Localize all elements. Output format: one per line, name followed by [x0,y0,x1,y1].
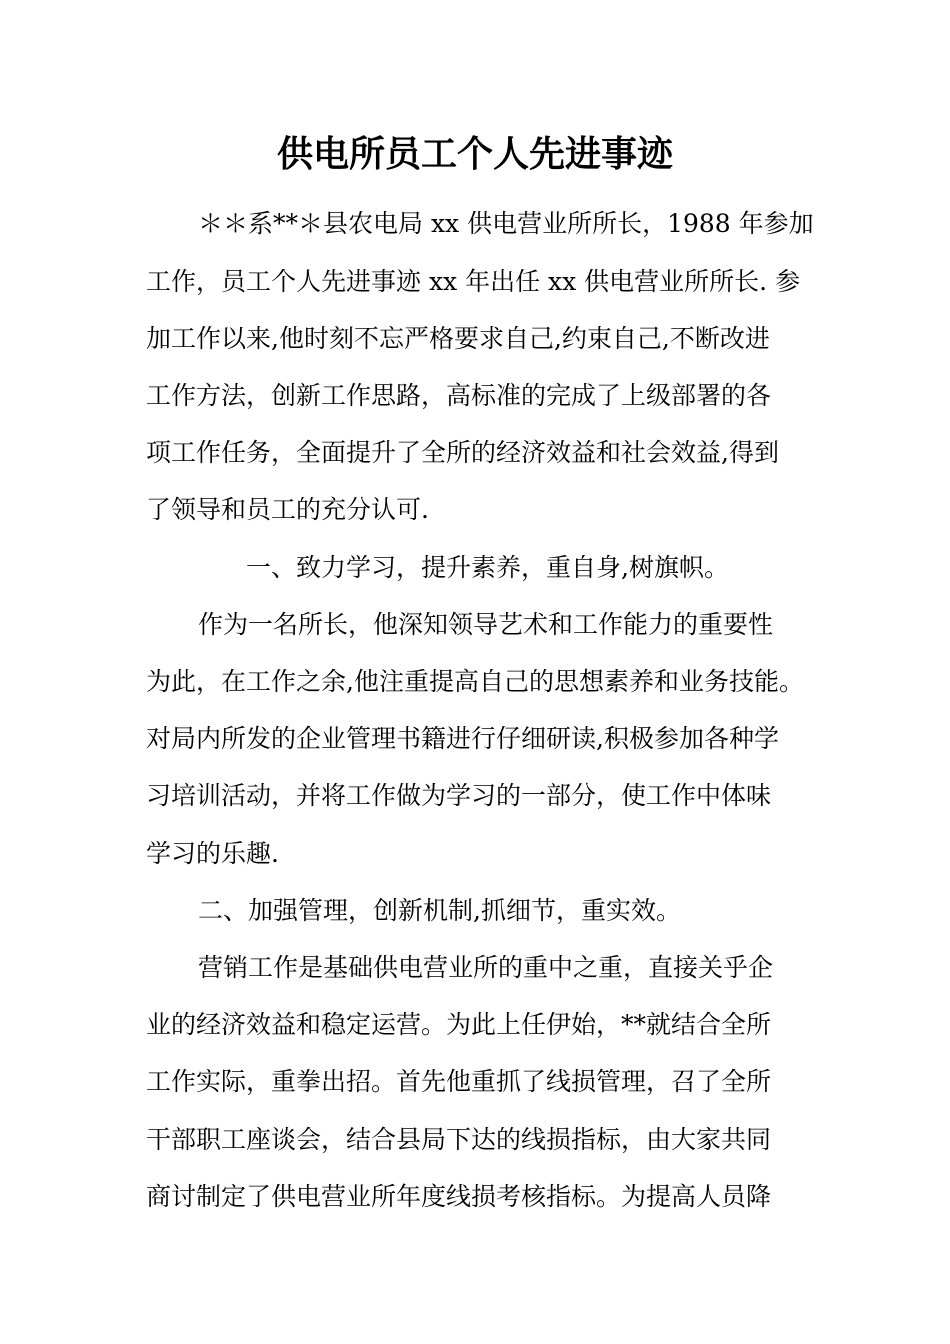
paragraph-line: 项工作任务，全面提升了全所的经济效益和社会效益,得到 [146,438,779,467]
document-title: 供电所员工个人先进事迹 [276,133,673,175]
paragraph-line: 对局内所发的企业管理书籍进行仔细研读,积极参加各种学 [146,724,779,753]
paragraph-line: 为此，在工作之余,他注重提高自己的思想素养和业务技能。 [146,667,804,696]
paragraph-line: 学习的乐趣. [146,839,279,868]
paragraph-line: 加工作以来,他时刻不忘严格要求自己,约束自己,不断改进 [146,324,770,353]
paragraph-line: 了领导和员工的充分认可. [146,495,429,524]
paragraph-line: 营销工作是基础供电营业所的重中之重，直接关乎企 [198,953,774,982]
paragraph-line: 习培训活动，并将工作做为学习的一部分，使工作中体味 [146,781,772,810]
paragraph-line: 工作实际，重拳出招。首先他重抓了线损管理，召了全所 [146,1067,772,1096]
paragraph-line: 商讨制定了供电营业所年度线损考核指标。为提高人员降 [146,1182,772,1211]
section-heading: 一、致力学习，提升素养，重自身,树旗帜。 [246,553,729,582]
paragraph-line: 干部职工座谈会，结合县局下达的线损指标，由大家共同 [146,1125,772,1154]
paragraph-line: 业的经济效益和稳定运营。为此上任伊始，**就结合全所 [146,1010,772,1039]
paragraph-line: 作为一名所长，他深知领导艺术和工作能力的重要性 [198,610,774,639]
paragraph-line: 工作，员工个人先进事迹 xx 年出任 xx 供电营业所所长. 参 [146,267,801,296]
section-heading: 二、加强管理，创新机制,抓细节，重实效。 [198,896,681,925]
paragraph-line: 工作方法，创新工作思路，高标准的完成了上级部署的各 [146,381,772,410]
paragraph-line: ＊＊系**＊县农电局 xx 供电营业所所长，1988 年参加 [198,209,814,238]
